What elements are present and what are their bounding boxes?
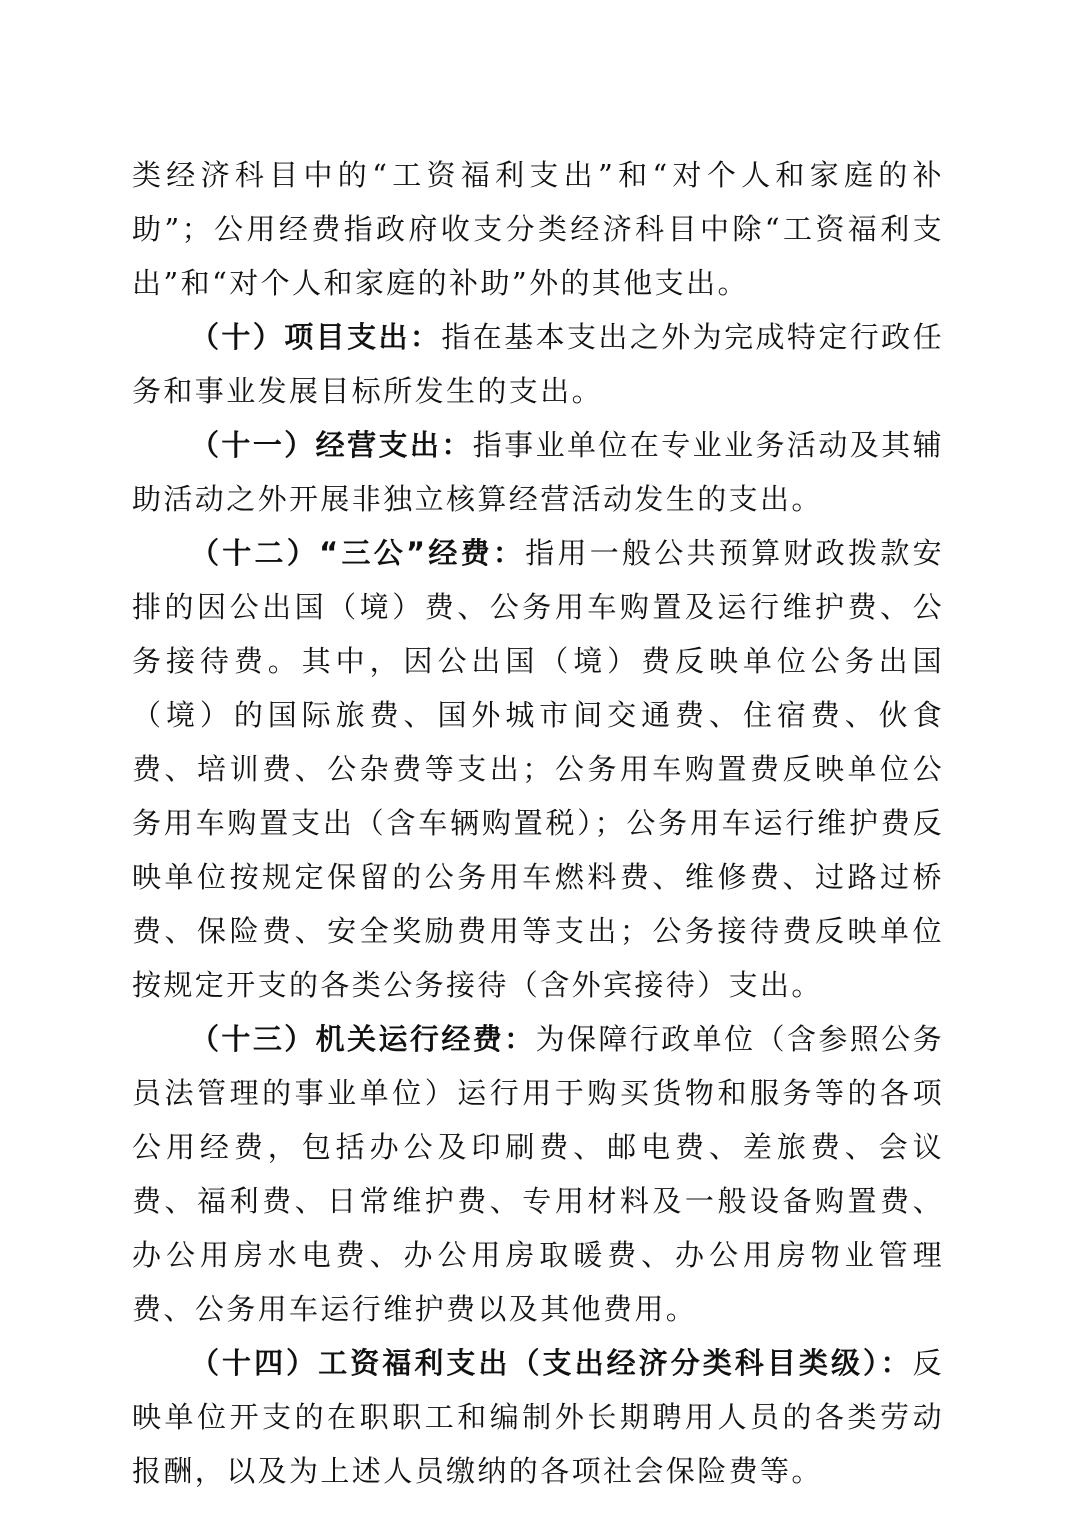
paragraph-project-expenditure — [132, 310, 944, 418]
term-heading: （十二）“三公”经费： — [190, 536, 526, 570]
term-heading: （十三）机关运行经费： — [190, 1022, 536, 1056]
paragraph-agency-operating-funds — [132, 1012, 944, 1336]
paragraph-three-public-funds — [132, 526, 944, 1012]
paragraph-text: 为保障行政单位（含参照公务员法管理的事业单位）运行用于购买货物和服务等的各项公用经费，包括办公及印刷费、邮电费、差旅费、会议费、福利费、日常维护费、专用材料及一般设备购置费、办公用房水电费、办公用房取暖费、办公用房物业管理费、公务用车运行维护费以及其他费用。 — [132, 1022, 944, 1326]
paragraph-text: 反映单位开支的在职职工和编制外长期聘用人员的各类劳动报酬，以及为上述人员缴纳的各项社会保险费等。 — [132, 1346, 944, 1488]
paragraph-text: 指用一般公共预算财政拨款安排的因公出国（境）费、公务用车购置及运行维护费、公务接待费。其中，因公出国（境）费反映单位公务出国（境）的国际旅费、国外城市间交通费、住宿费、伙食费、培训费、公杂费等支出；公务用车购置费反映单位公务用车购置支出（含车辆购置税）；公务用车运行维护费反映单位按规定保留的公务用车燃料费、维修费、过路过桥费、保险费、安全奖励费用等支出；公务接待费反映单位按规定开支的各类公务接待（含外宾接待）支出。 — [132, 536, 944, 1002]
paragraph-text: 指在基本支出之外为完成特定行政任务和事业发展目标所发生的支出。 — [132, 320, 944, 408]
paragraph-text: 类经济科目中的“工资福利支出”和“对个人和家庭的补助”；公用经费指政府收支分类经济科目中除“工资福利支出”和“对个人和家庭的补助”外的其他支出。 — [132, 158, 944, 300]
paragraph-wages-welfare-expenditure — [132, 1336, 944, 1498]
term-heading: （十四）工资福利支出（支出经济分类科目类级）： — [190, 1346, 913, 1380]
paragraph-operating-expenditure — [132, 418, 944, 526]
paragraph-text: 指事业单位在专业业务活动及其辅助活动之外开展非独立核算经营活动发生的支出。 — [132, 428, 944, 516]
term-heading: （十）项目支出： — [190, 320, 442, 354]
document-body — [132, 148, 944, 1498]
term-heading: （十一）经营支出： — [190, 428, 473, 462]
paragraph-personnel-public-funds — [132, 148, 944, 310]
